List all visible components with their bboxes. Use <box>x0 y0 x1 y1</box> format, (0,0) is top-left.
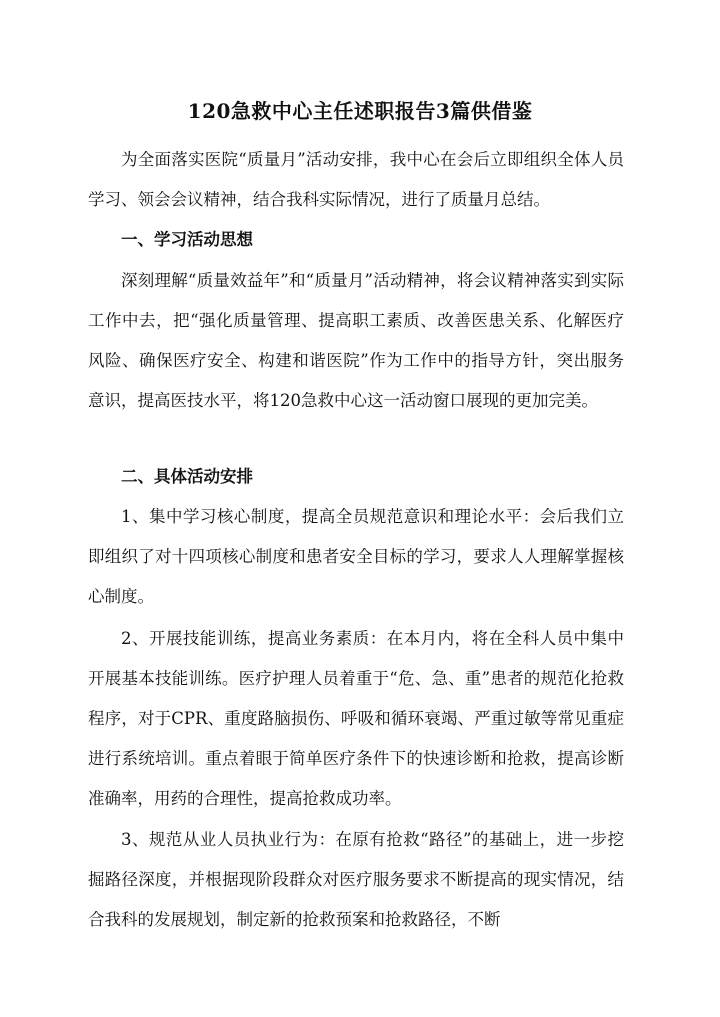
intro-paragraph: 为全面落实医院“质量月”活动安排，我中心在会后立即组织全体人员学习、领会会议精神，结合我科实际情况，进行了质量月总结。 <box>88 150 624 209</box>
section-paragraph-learning: 深刻理解“质量效益年”和“质量月”活动精神，将会议精神落实到实际工作中去，把“强化质量管理、提高职工素质、改善医患关系、化解医疗风险、确保医疗安全、构建和谐医院”作为工作中的指导方针，突出服务意识，提高医技水平，将120急救中心这一活动窗口展现的更加完美。 <box>88 271 624 410</box>
document-title: 120急救中心主任述职报告3篇供借鉴 <box>187 99 533 123</box>
activity-item-1: 1、集中学习核心制度，提高全员规范意识和理论水平：会后我们立即组织了对十四项核心制度和患者安全目标的学习，要求人人理解掌握核心制度。 <box>88 507 624 606</box>
activity-item-3: 3、规范从业人员执业行为：在原有抢救“路径”的基础上，进一步挖掘路径深度，并根据现阶段群众对医疗服务要求不断提高的现实情况，结合我科的发展规划，制定新的抢救预案和抢救路径，不断 <box>88 830 624 929</box>
activity-item-2: 2、开展技能训练，提高业务素质：在本月内，将在全科人员中集中开展基本技能训练。医疗护理人员着重于“危、急、重”患者的规范化抢救程序，对于CPR、重度路脑损伤、呼吸和循环衰竭、严重过敏等常见重症进行系统培训。重点着眼于简单医疗条件下的快速诊断和抢救，提高诊断准确率，用药的合理性，提高抢救成功率。 <box>88 629 624 808</box>
section-heading-learning: 一、学习活动思想 <box>121 230 253 249</box>
section-heading-activities: 二、具体活动安排 <box>121 467 253 486</box>
